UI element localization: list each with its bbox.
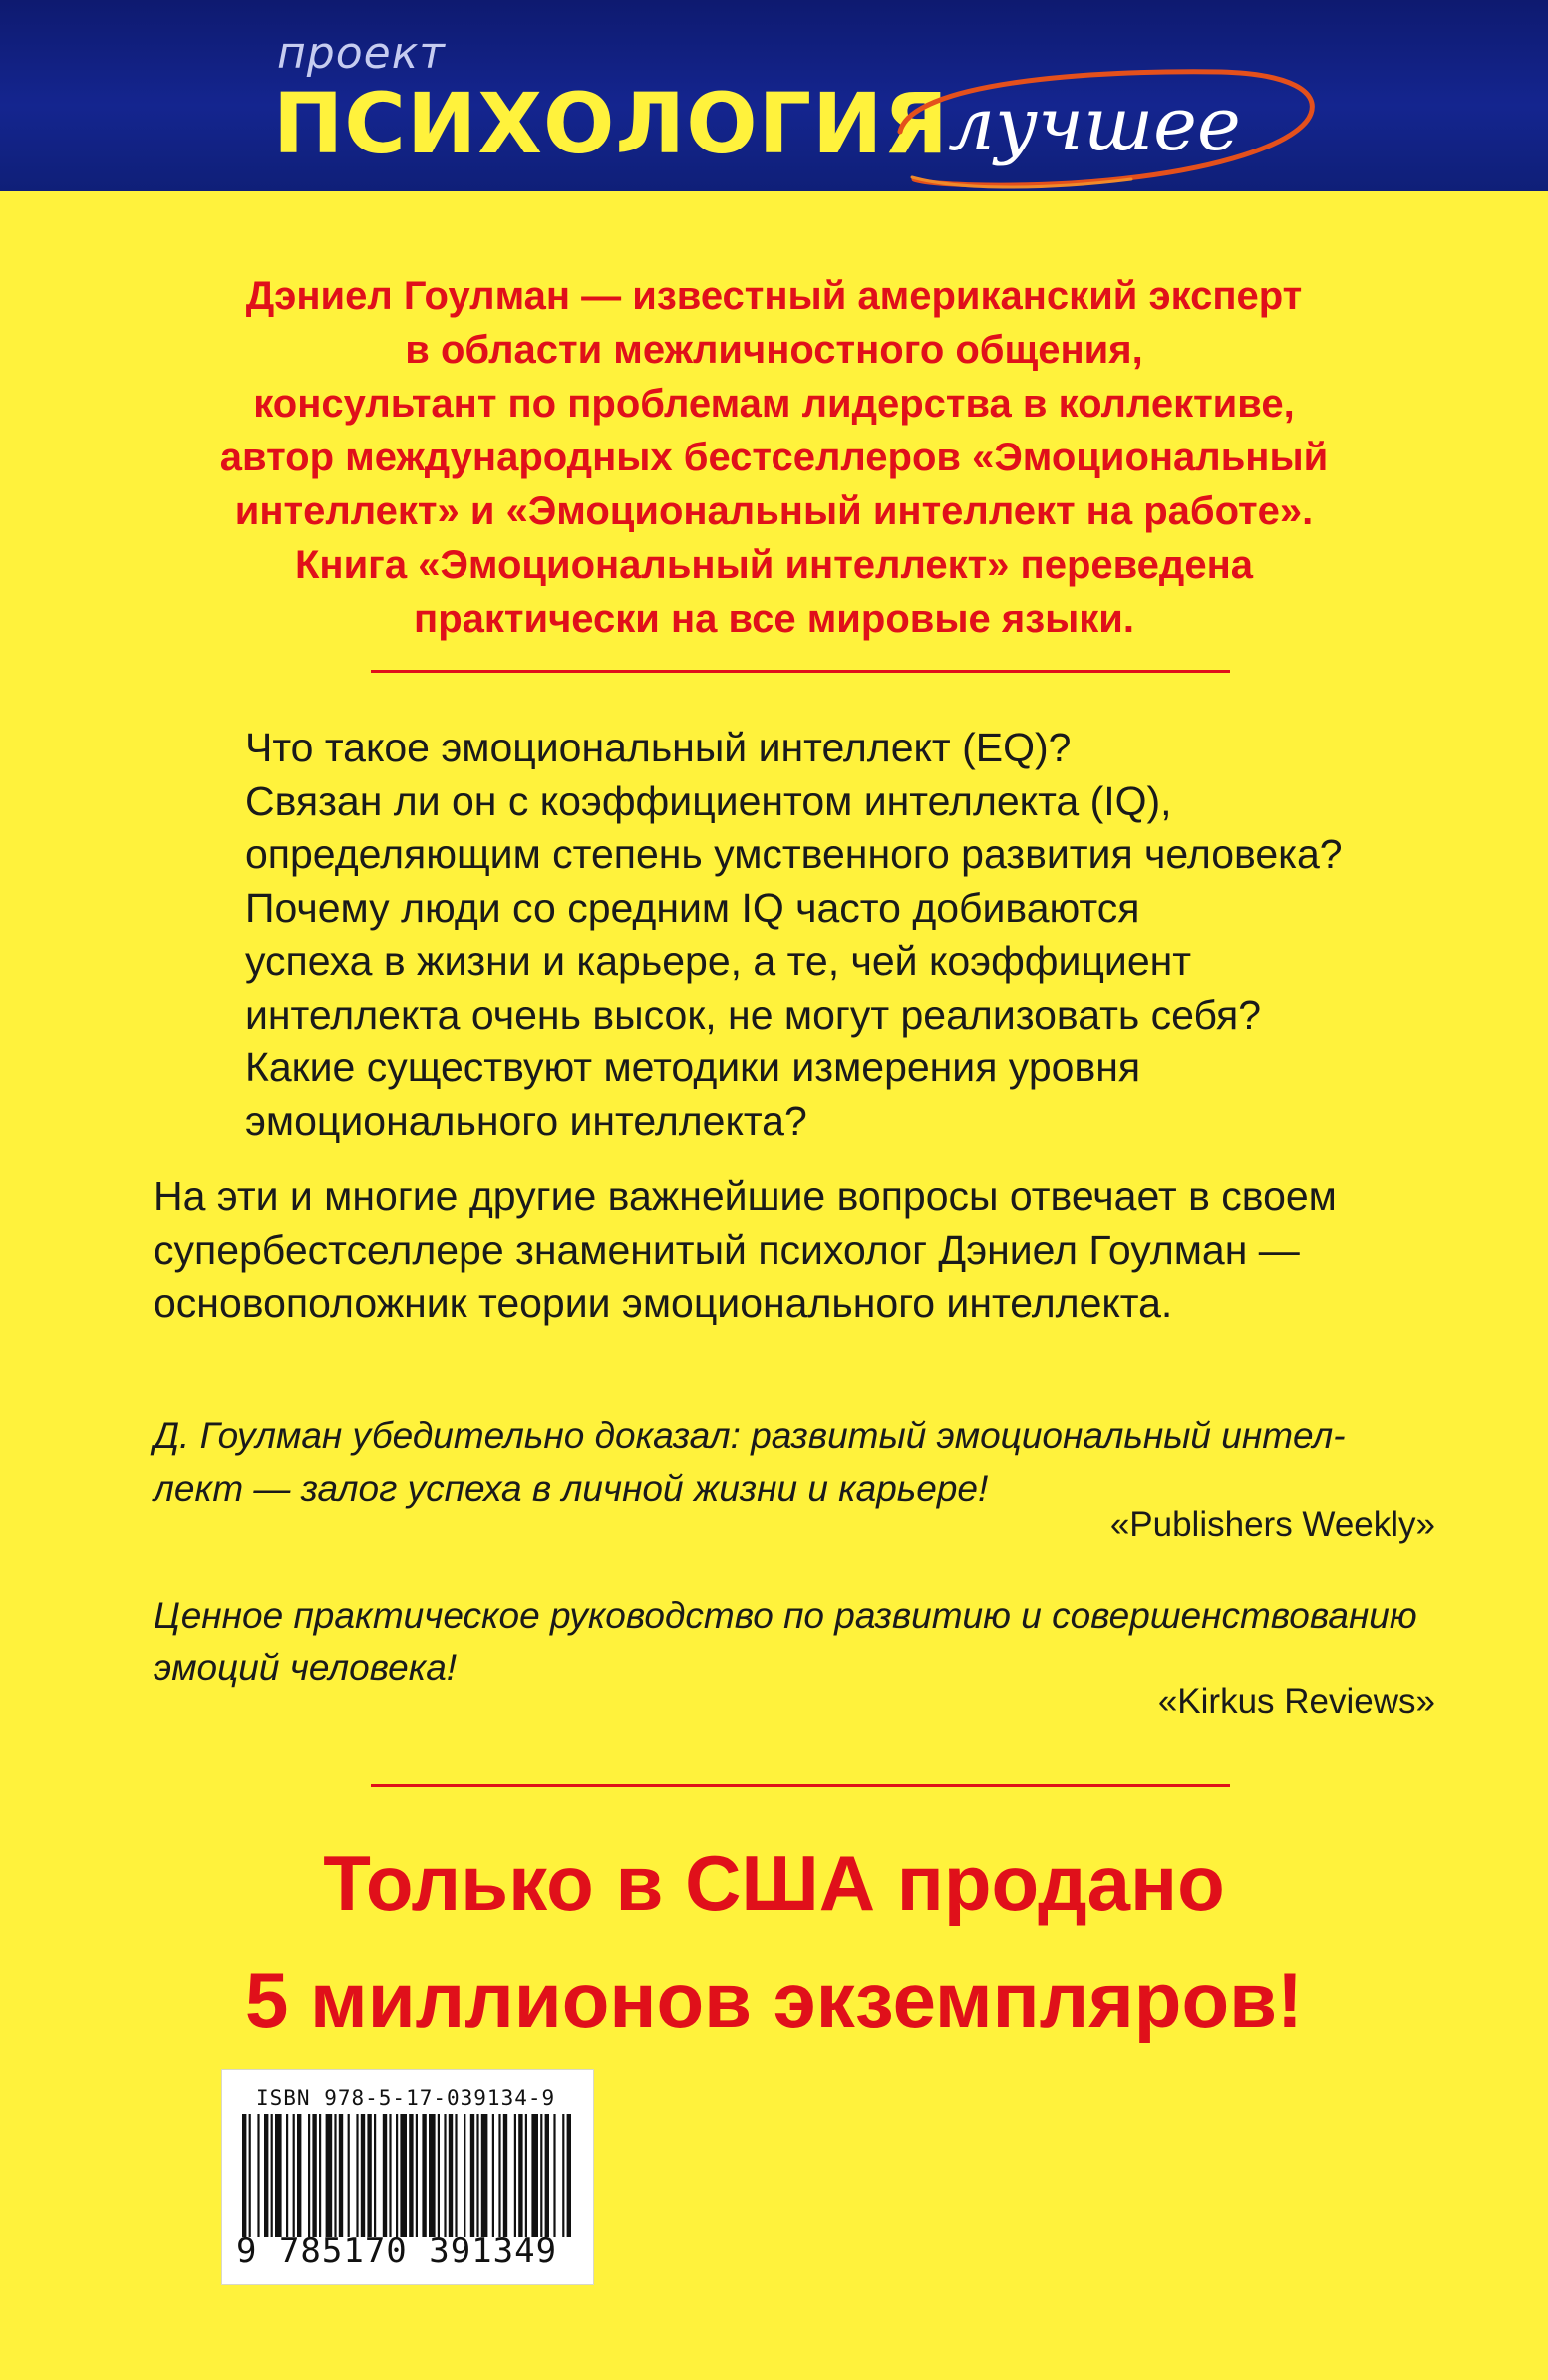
quote-line: эмоций человека! [154, 1647, 458, 1688]
question-line: определяющим степень умственного развития человека? [245, 831, 1343, 877]
series-badge-label: лучшее [948, 82, 1241, 167]
divider-top [371, 670, 1230, 673]
intro-line: интеллект» и «Эмоциональный интеллект на работе». [234, 489, 1314, 533]
barcode-bar [326, 2114, 333, 2237]
question-line: Связан ли он с коэффициентом интеллекта (IQ), [245, 777, 1172, 824]
intro-line: Дэниел Гоулман — известный американский эксперт [245, 274, 1303, 318]
barcode-bar [361, 2114, 365, 2237]
barcode-bar [312, 2114, 316, 2237]
barcode-bar [249, 2114, 251, 2237]
barcode-bar [257, 2114, 259, 2237]
barcode-bar [297, 2114, 301, 2237]
barcode-bar [271, 2114, 273, 2237]
review-source-1: «Publishers Weekly» [1109, 1505, 1435, 1544]
barcode-bar [389, 2114, 391, 2237]
barcode-bar [545, 2114, 549, 2237]
question-line: Какие существуют методики измерения уровня [245, 1044, 1141, 1090]
barcode-bar [275, 2114, 282, 2237]
barcode-bar [339, 2114, 343, 2237]
isbn-barcode [221, 2069, 594, 2285]
intro-line: консультант по проблемам лидерства в коллективе, [253, 382, 1295, 426]
question-line: Почему люди со средним IQ часто добиваются [245, 884, 1140, 931]
barcode-bar [503, 2114, 507, 2237]
intro-line: в области межличностного общения, [405, 328, 1143, 372]
barcode-bar [525, 2114, 527, 2237]
questions-block [245, 722, 1441, 1148]
barcode-bar [383, 2114, 387, 2237]
barcode-bar [242, 2114, 246, 2237]
barcode-bar [319, 2114, 321, 2237]
barcode-digits: 9 785170 391349 [236, 2231, 558, 2271]
barcode-bar [470, 2114, 474, 2237]
question-line: интеллекта очень высок, не могут реализовать себя? [245, 991, 1262, 1038]
barcode-bar [492, 2114, 494, 2237]
barcode-bar [374, 2114, 376, 2237]
barcode-bar [518, 2114, 522, 2237]
barcode-bar [464, 2114, 465, 2237]
barcode-bar [540, 2114, 542, 2237]
barcode-bar [264, 2114, 268, 2237]
answer-block [154, 1170, 1449, 1331]
barcode-bar [334, 2114, 336, 2237]
barcode-bar [400, 2114, 407, 2237]
barcode-bar [293, 2114, 295, 2237]
barcode-bar [422, 2114, 426, 2237]
sales-promo-line-2: 5 миллионов экземпляров! [244, 1956, 1304, 2044]
barcode-icon [238, 2114, 577, 2237]
barcode-bar [367, 2114, 371, 2237]
barcode-bar [444, 2114, 446, 2237]
barcode-bar [416, 2114, 418, 2237]
quote-line: лект — залог успеха в личной жизни и карьере! [154, 1468, 989, 1509]
barcode-bar [514, 2114, 516, 2237]
series-prefix: проект [277, 28, 446, 79]
barcode-bar [449, 2114, 453, 2237]
sales-promo-line-1: Только в США продано [323, 1839, 1225, 1927]
barcode-bar [348, 2114, 350, 2237]
barcode-bar [409, 2114, 413, 2237]
review-quote-2 [154, 1589, 1435, 1694]
barcode-bar [531, 2114, 538, 2237]
series-header [0, 0, 1548, 191]
barcode-bar [356, 2114, 358, 2237]
barcode-bar [553, 2114, 555, 2237]
barcode-bar [429, 2114, 436, 2237]
barcode-bar [286, 2114, 288, 2237]
barcode-bar [308, 2114, 310, 2237]
isbn-number: ISBN 978-5-17-039134-9 [256, 2086, 556, 2110]
question-line: Что такое эмоциональный интеллект (EQ)? [245, 725, 1072, 770]
barcode-bar [562, 2114, 564, 2237]
answer-line: супербестселлере знаменитый психолог Дэниел Гоулман — [154, 1226, 1300, 1273]
question-line: эмоционального интеллекта? [245, 1097, 807, 1144]
intro-line: Книга «Эмоциональный интеллект» переведена [295, 543, 1253, 587]
barcode-bar [455, 2114, 457, 2237]
series-title: ПСИХОЛОГИЯ [273, 75, 950, 172]
answer-line: На эти и многие другие важнейшие вопросы отвечает в своем [154, 1173, 1337, 1219]
intro-line: автор международных бестселлеров «Эмоциональный [219, 436, 1329, 479]
review-source-2: «Kirkus Reviews» [1157, 1682, 1435, 1721]
barcode-bar [438, 2114, 440, 2237]
series-badge [892, 62, 1321, 201]
quote-line: Д. Гоулман убедительно доказал: развитый эмоциональный интел- [154, 1415, 1346, 1456]
barcode-bar [396, 2114, 398, 2237]
intro-line: практически на все мировые языки. [414, 597, 1134, 641]
barcode-bar [567, 2114, 571, 2237]
barcode-bar [481, 2114, 488, 2237]
author-intro [199, 269, 1349, 646]
divider-bottom [371, 1784, 1230, 1787]
quote-line: Ценное практическое руководство по развитию и совершенствованию [154, 1595, 1417, 1636]
barcode-bar [498, 2114, 500, 2237]
question-line: успеха в жизни и карьере, а те, чей коэффициент [245, 938, 1192, 984]
barcode-bar [476, 2114, 478, 2237]
answer-line: основоположник теории эмоционального интеллекта. [154, 1280, 1173, 1326]
review-quote-1 [154, 1409, 1435, 1515]
